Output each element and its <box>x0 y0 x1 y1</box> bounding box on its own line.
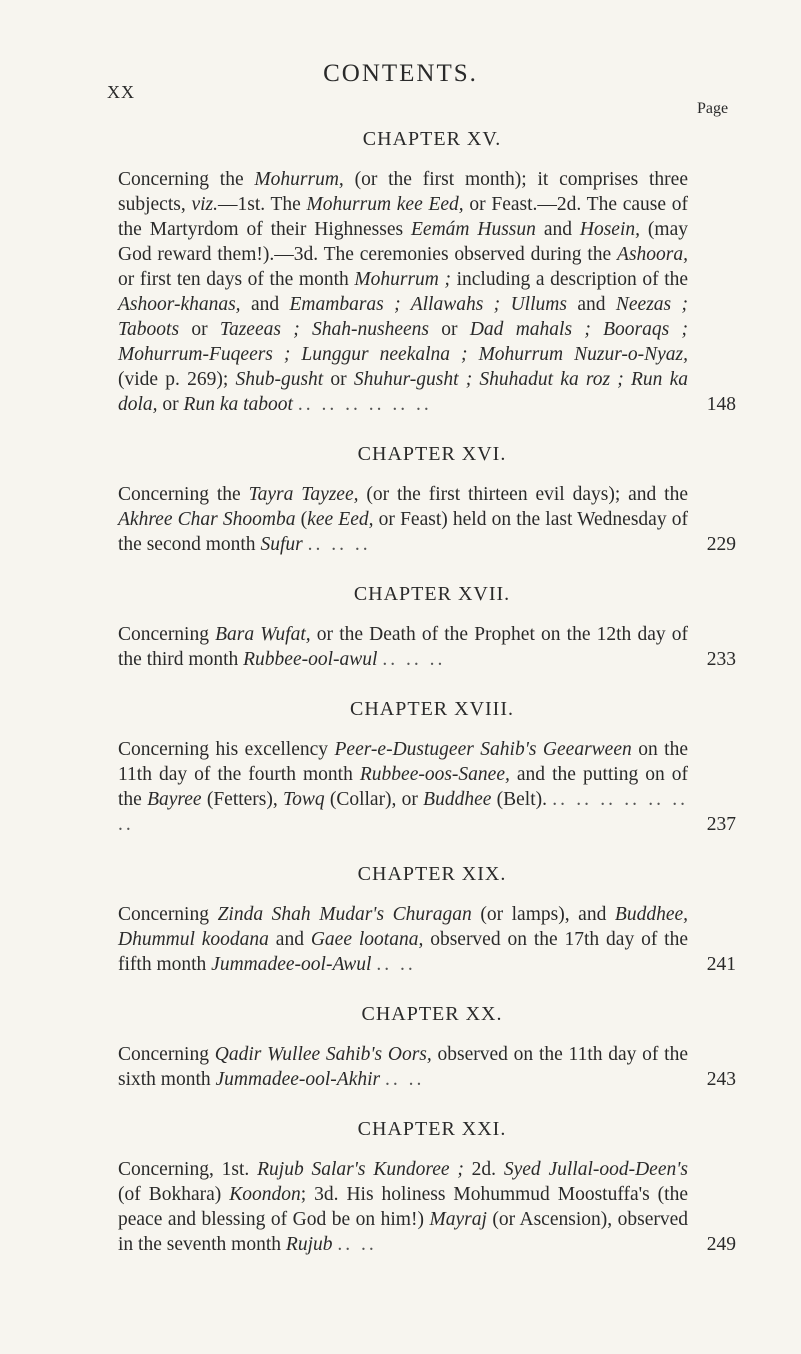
chapter-title: CHAPTER XVIII. <box>350 698 514 720</box>
chapter-entry <box>118 443 736 557</box>
chapter-text: Concerning the Tayra Tayzee, (or the first thirteen evil days); and the Akhree Char Shoomba (kee Eed, or Feast) held on the last Wednesday of the second month Sufur .. .. .. <box>118 484 688 555</box>
chapter-title: CHAPTER XVII. <box>353 583 511 605</box>
chapter-entry <box>118 1118 736 1257</box>
chapter-description <box>118 622 736 672</box>
chapter-entry <box>118 583 736 672</box>
chapter-entry <box>118 698 736 837</box>
chapter-description <box>118 1042 736 1092</box>
chapter-text: Concerning Zinda Shah Mudar's Churagan (or lamps), and Buddhee, Dhummul koodana and Gaee lootana, observed on the 17th day of the fifth month Jummadee-ool-Awul .. .. <box>118 904 689 975</box>
chapter-text: Concerning Qadir Wullee Sahib's Oors, observed on the 11th day of the sixth month Jummadee-ool-Akhir .. .. <box>118 1044 688 1090</box>
chapter-page-number: 241 <box>706 954 736 975</box>
chapter-description <box>118 1157 736 1257</box>
chapter-text: Concerning Bara Wufat, or the Death of the Prophet on the 12th day of the third month Rubbee-ool-awul .. .. .. <box>118 624 688 670</box>
chapter-title: CHAPTER XX. <box>361 1003 503 1025</box>
chapter-description <box>118 482 736 557</box>
chapter-text: Concerning, 1st. Rujub Salar's Kundoree ; 2d. Syed Jullal-ood-Deen's (of Bokhara) Koondon; 3d. His holiness Mohummud Moostuffa's (the peace and blessing of God be on him!) Mayraj (or Ascension), observed in the seventh month Rujub .. .. <box>118 1159 689 1255</box>
running-head-title: CONTENTS. <box>323 60 478 87</box>
chapter-text: Concerning his excellency Peer-e-Dustugeer Sahib's Geearween on the 11th day of the fourth month Rubbee-oos-Sanee, and the putting on of the Bayree (Fetters), Towq (Collar), or Buddhee (Belt). .. .. .. .. .. .. .. <box>118 739 689 835</box>
page-column-label: Page <box>697 100 729 117</box>
chapter-page-number: 148 <box>706 394 736 415</box>
chapter-title: CHAPTER XVI. <box>357 443 507 465</box>
chapter-entry <box>118 1003 736 1092</box>
page-number: XX <box>107 82 135 102</box>
chapter-page-number: 237 <box>706 814 736 835</box>
chapter-description <box>118 737 736 837</box>
chapter-title: CHAPTER XXI. <box>357 1118 507 1140</box>
table-of-contents <box>118 128 736 1283</box>
chapter-entry <box>118 128 736 417</box>
chapter-page-number: 229 <box>706 534 736 555</box>
chapter-title: CHAPTER XIX. <box>357 863 507 885</box>
chapter-text: Concerning the Mohurrum, (or the first month); it comprises three subjects, viz.—1st. The Mohurrum kee Eed, or Feast.—2d. The cause of the Martyrdom of their Highnesses Eemám Hussun and Hosein, (may God reward them!).—3d. The ceremonies observed during the Ashoora, or first ten days of the month Mohurrum ; including a description of the Ashoor-khanas, and Emambaras ; Allawahs ; Ullums and Neezas ; Taboots or Tazeeas ; Shah-nusheens or Dad mahals ; Booraqs ; Mohurrum-Fuqeers ; Lunggur neekalna ; Mohurrum Nuzur-o-Nyaz, (vide p. 269); Shub-gusht or Shuhur-gusht ; Shuhadut ka roz ; Run ka dola, or Run ka taboot .. .. .. .. .. .. <box>118 169 689 415</box>
chapter-title: CHAPTER XV. <box>362 128 502 150</box>
chapter-description <box>118 902 736 977</box>
chapter-page-number: 233 <box>706 649 736 670</box>
chapter-description <box>118 167 736 417</box>
chapter-page-number: 249 <box>706 1234 736 1255</box>
chapter-entry <box>118 863 736 977</box>
chapter-page-number: 243 <box>706 1069 736 1090</box>
